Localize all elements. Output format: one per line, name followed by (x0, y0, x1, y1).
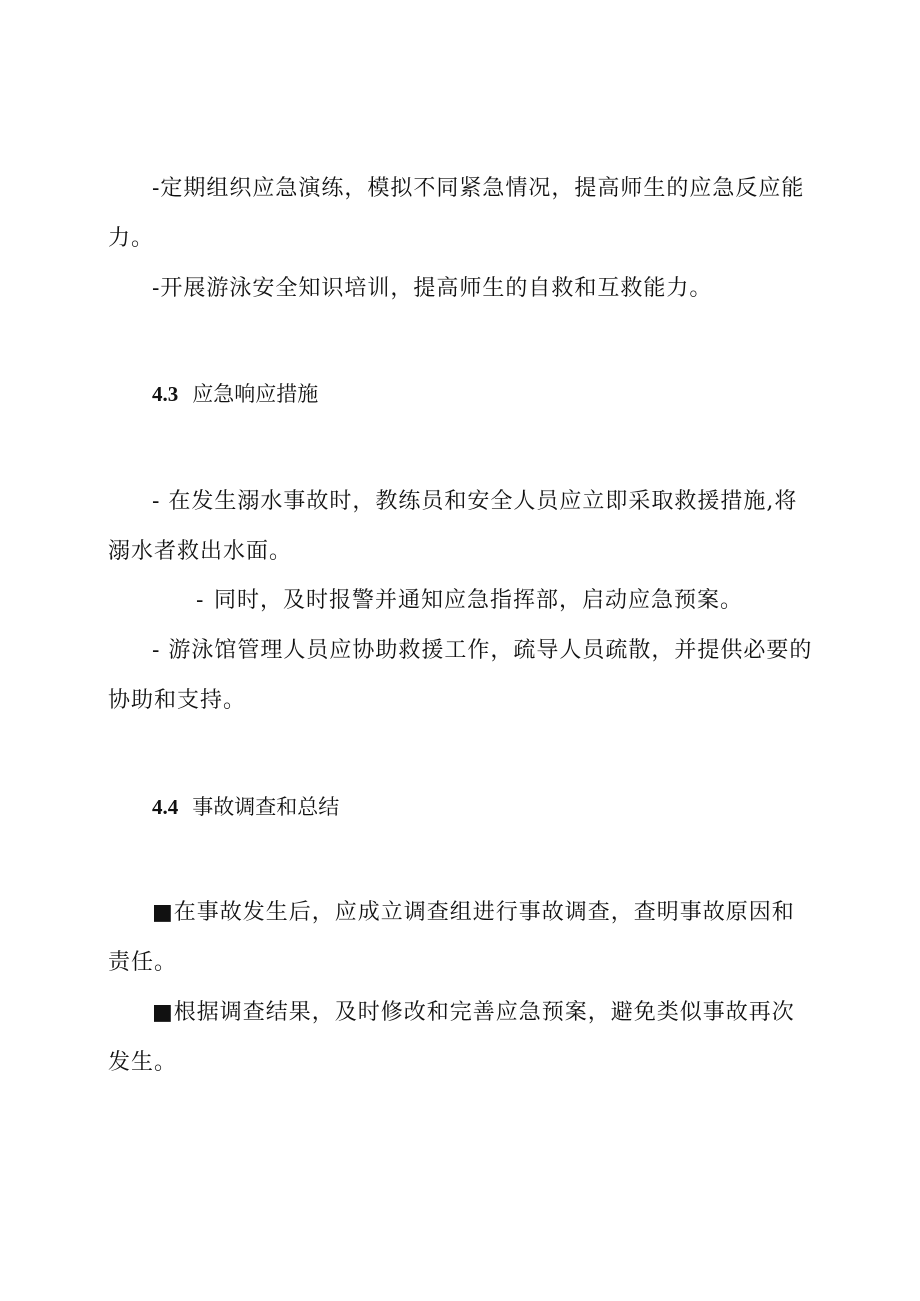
list-dash: - (196, 588, 205, 613)
paragraph-rescue-measures: - 在发生溺水事故时，教练员和安全人员应立即采取救援措施,将溺水者救出水面。 (108, 489, 798, 564)
section-heading-4-3 (152, 379, 318, 409)
paragraph-revise-plan: ■根据调查结果，及时修改和完善应急预案，避免类似事故再次发生。 (108, 1000, 795, 1075)
paragraph-swim-safety-training: -开展游泳安全知识培训，提高师生的自救和互救能力。 (152, 276, 713, 301)
section-title: 事故调查和总结 (192, 795, 340, 819)
paragraph-emergency-drills: -定期组织应急演练，模拟不同紧急情况，提高师生的应急反应能力。 (108, 176, 805, 251)
section-heading-4-4 (152, 792, 339, 822)
paragraph-text: 同时，及时报警并通知应急指挥部，启动应急预案。 (214, 588, 744, 613)
section-number: 4.4 (152, 795, 179, 819)
section-title: 应急响应措施 (192, 382, 319, 406)
paragraph-alarm-notify (108, 576, 816, 626)
paragraph-investigation: ■在事故发生后，应成立调查组进行事故调查，查明事故原因和责任。 (108, 900, 795, 975)
paragraph-pool-staff-assist: - 游泳馆管理人员应协助救援工作，疏导人员疏散，并提供必要的协助和支持。 (108, 638, 813, 713)
section-number: 4.3 (152, 382, 179, 406)
